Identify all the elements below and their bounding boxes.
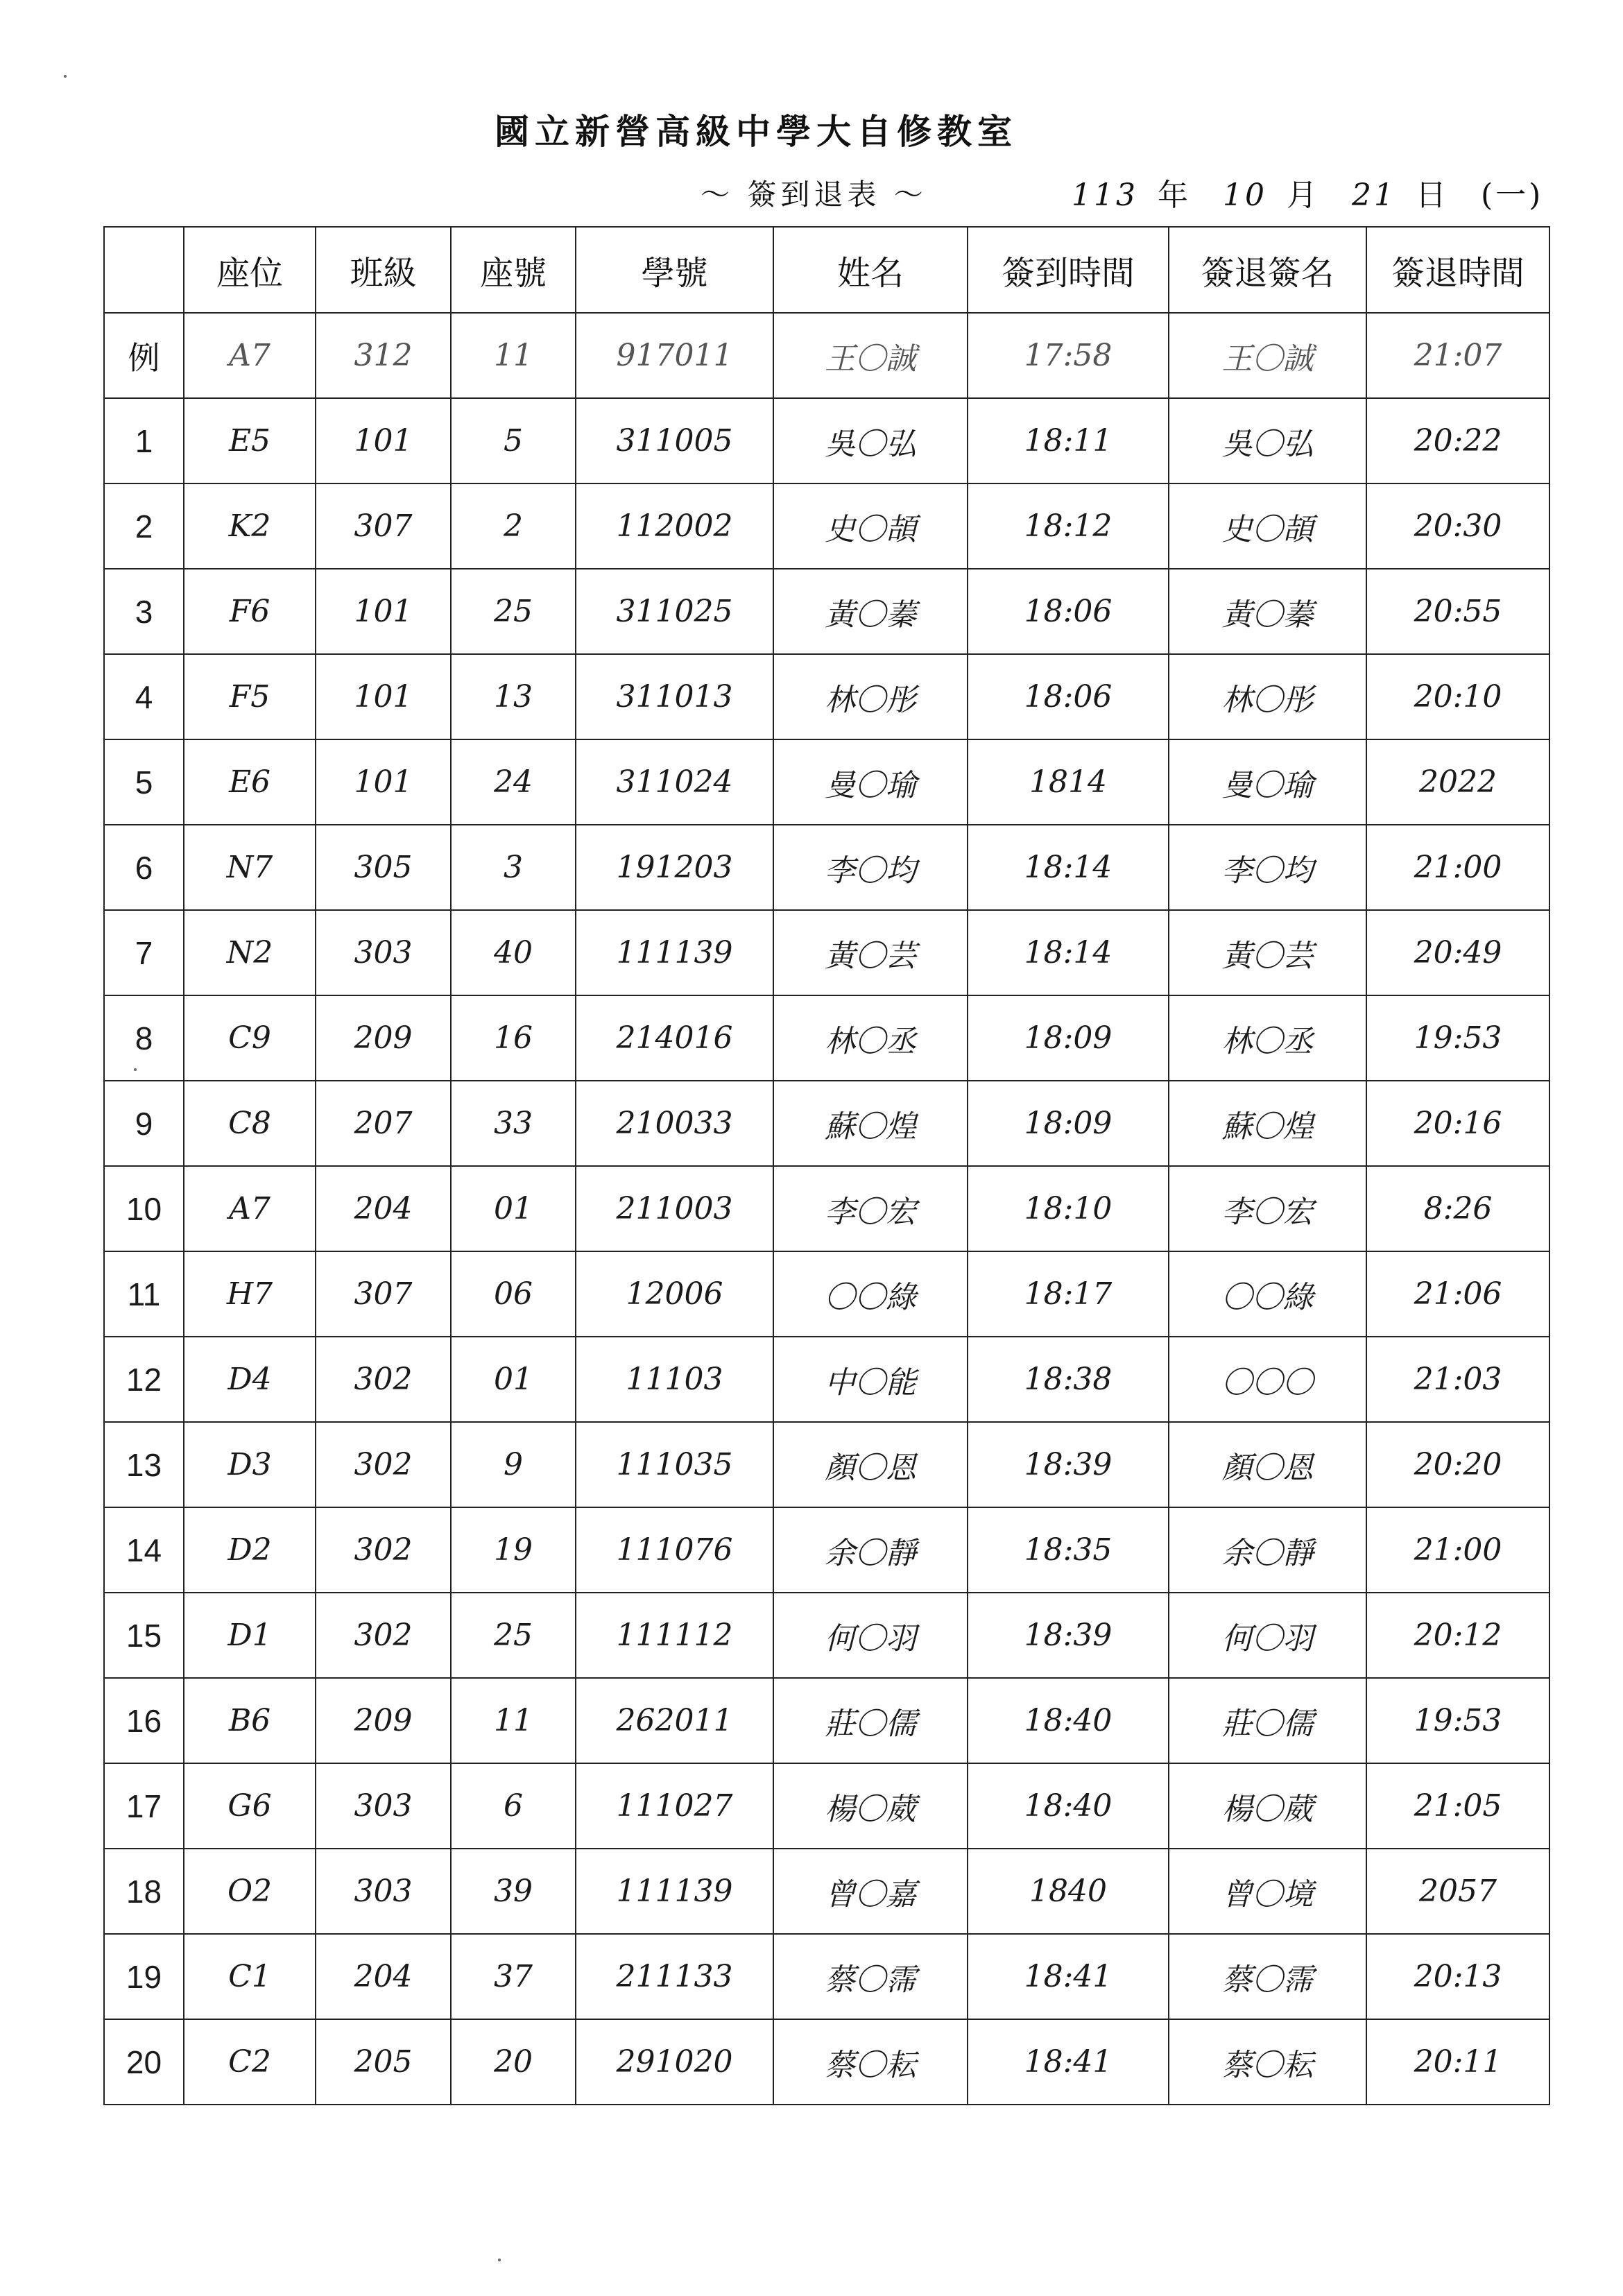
table-row [104, 995, 1549, 1081]
sign-in-time-cell: 18:14 [968, 910, 1169, 995]
sign-in-time-cell: 17:58 [968, 313, 1169, 398]
row-index-cell: 13 [104, 1422, 184, 1507]
seat-cell: E5 [184, 398, 316, 483]
table-row [104, 1337, 1549, 1422]
student-name-cell: 王〇誠 [773, 313, 968, 398]
seat-cell: D2 [184, 1507, 316, 1593]
student-name-cell: 余〇靜 [773, 1507, 968, 1593]
sign-out-signature-cell: 曼〇瑜 [1169, 739, 1366, 825]
seat-number-cell: 20 [451, 2019, 576, 2105]
table-row [104, 1081, 1549, 1166]
seat-cell: D1 [184, 1593, 316, 1678]
date-line [1072, 170, 1563, 214]
row-index-cell: 7 [104, 910, 184, 995]
class-cell: 207 [316, 1081, 451, 1166]
sign-in-time-cell: 18:11 [968, 398, 1169, 483]
seat-cell: K2 [184, 483, 316, 569]
seat-cell: E6 [184, 739, 316, 825]
sign-out-signature-cell: 莊〇儒 [1169, 1678, 1366, 1763]
column-header-class: 班級 [316, 227, 451, 313]
student-name-cell: 顏〇恩 [773, 1422, 968, 1507]
student-name-cell: 〇〇綠 [773, 1251, 968, 1337]
seat-number-cell: 16 [451, 995, 576, 1081]
row-index-cell: 17 [104, 1763, 184, 1849]
sign-out-signature-cell: 李〇宏 [1169, 1166, 1366, 1251]
sign-out-signature-cell: 吳〇弘 [1169, 398, 1366, 483]
table-row [104, 569, 1549, 654]
row-index-cell: 19 [104, 1934, 184, 2019]
table-row [104, 1763, 1549, 1849]
sign-in-time-cell: 18:06 [968, 569, 1169, 654]
class-cell: 302 [316, 1593, 451, 1678]
seat-number-cell: 01 [451, 1166, 576, 1251]
sign-in-time-cell: 18:41 [968, 2019, 1169, 2105]
table-row [104, 1593, 1549, 1678]
class-cell: 303 [316, 1849, 451, 1934]
student-name-cell: 曼〇瑜 [773, 739, 968, 825]
row-index-cell: 例 [104, 313, 184, 398]
student-name-cell: 蔡〇霈 [773, 1934, 968, 2019]
sign-in-time-cell: 18:39 [968, 1422, 1169, 1507]
row-index-cell: 12 [104, 1337, 184, 1422]
seat-number-cell: 3 [451, 825, 576, 910]
table-body [104, 313, 1549, 2105]
sign-out-time-cell: 20:55 [1366, 569, 1549, 654]
seat-cell: F6 [184, 569, 316, 654]
student-name-cell: 李〇均 [773, 825, 968, 910]
row-index-cell: 18 [104, 1849, 184, 1934]
student-name-cell: 林〇丞 [773, 995, 968, 1081]
seat-cell: C2 [184, 2019, 316, 2105]
column-header-seat-number: 座號 [451, 227, 576, 313]
class-cell: 101 [316, 398, 451, 483]
sign-out-time-cell: 21:05 [1366, 1763, 1549, 1849]
date-year: 113 [1072, 178, 1138, 213]
table-row [104, 1678, 1549, 1763]
column-header-sign-in-time: 簽到時間 [968, 227, 1169, 313]
student-id-cell: 11103 [576, 1337, 773, 1422]
column-header-name: 姓名 [773, 227, 968, 313]
sign-out-signature-cell: 林〇彤 [1169, 654, 1366, 739]
row-index-cell: 14 [104, 1507, 184, 1593]
seat-number-cell: 2 [451, 483, 576, 569]
sign-out-time-cell: 20:16 [1366, 1081, 1549, 1166]
class-cell: 209 [316, 1678, 451, 1763]
date-day: 21 [1351, 178, 1396, 213]
row-index-cell: 10 [104, 1166, 184, 1251]
seat-number-cell: 11 [451, 1678, 576, 1763]
sign-out-time-cell: 2057 [1366, 1849, 1549, 1934]
seat-number-cell: 40 [451, 910, 576, 995]
student-id-cell: 111076 [576, 1507, 773, 1593]
sign-in-time-cell: 1814 [968, 739, 1169, 825]
student-name-cell: 曾〇嘉 [773, 1849, 968, 1934]
sign-out-time-cell: 2022 [1366, 739, 1549, 825]
sign-out-signature-cell: 蔡〇耘 [1169, 2019, 1366, 2105]
class-cell: 209 [316, 995, 451, 1081]
table-row [104, 398, 1549, 483]
document-subtitle: ～ 簽到退表 ～ [701, 178, 927, 212]
row-index-cell: 5 [104, 739, 184, 825]
sign-in-time-cell: 18:06 [968, 654, 1169, 739]
sign-in-table [103, 226, 1550, 2105]
student-id-cell: 917011 [576, 313, 773, 398]
sign-out-signature-cell: 余〇靜 [1169, 1507, 1366, 1593]
column-header-sign-out-time: 簽退時間 [1366, 227, 1549, 313]
seat-number-cell: 11 [451, 313, 576, 398]
student-id-cell: 12006 [576, 1251, 773, 1337]
scan-speck [134, 1068, 137, 1071]
seat-number-cell: 25 [451, 569, 576, 654]
seat-number-cell: 39 [451, 1849, 576, 1934]
student-id-cell: 311005 [576, 398, 773, 483]
sign-in-time-cell: 18:40 [968, 1763, 1169, 1849]
sign-out-signature-cell: 李〇均 [1169, 825, 1366, 910]
student-id-cell: 211003 [576, 1166, 773, 1251]
class-cell: 307 [316, 1251, 451, 1337]
sign-out-signature-cell: 何〇羽 [1169, 1593, 1366, 1678]
class-cell: 312 [316, 313, 451, 398]
date-year-unit: 年 [1157, 178, 1191, 213]
table-row [104, 1849, 1549, 1934]
sign-out-signature-cell: 〇〇〇 [1169, 1337, 1366, 1422]
row-index-cell: 2 [104, 483, 184, 569]
sign-out-signature-cell: 〇〇綠 [1169, 1251, 1366, 1337]
student-name-cell: 李〇宏 [773, 1166, 968, 1251]
student-id-cell: 112002 [576, 483, 773, 569]
table-row [104, 1422, 1549, 1507]
seat-number-cell: 33 [451, 1081, 576, 1166]
sign-out-time-cell: 20:13 [1366, 1934, 1549, 2019]
sign-out-time-cell: 21:07 [1366, 313, 1549, 398]
date-month-unit: 月 [1286, 178, 1320, 213]
seat-number-cell: 37 [451, 1934, 576, 2019]
student-name-cell: 莊〇儒 [773, 1678, 968, 1763]
sign-out-time-cell: 21:00 [1366, 825, 1549, 910]
student-id-cell: 111035 [576, 1422, 773, 1507]
sign-out-time-cell: 20:10 [1366, 654, 1549, 739]
date-day-unit: 日 [1415, 178, 1449, 213]
column-header-sign-out-signature: 簽退簽名 [1169, 227, 1366, 313]
date-month: 10 [1222, 178, 1267, 213]
student-id-cell: 210033 [576, 1081, 773, 1166]
table-row [104, 483, 1549, 569]
table-row [104, 825, 1549, 910]
table-row [104, 1934, 1549, 2019]
sign-out-signature-cell: 史〇頡 [1169, 483, 1366, 569]
class-cell: 101 [316, 569, 451, 654]
student-id-cell: 191203 [576, 825, 773, 910]
class-cell: 305 [316, 825, 451, 910]
sign-in-time-cell: 18:40 [968, 1678, 1169, 1763]
seat-cell: C9 [184, 995, 316, 1081]
sign-in-time-cell: 18:17 [968, 1251, 1169, 1337]
sign-out-signature-cell: 蔡〇霈 [1169, 1934, 1366, 2019]
row-index-cell: 20 [104, 2019, 184, 2105]
seat-cell: D4 [184, 1337, 316, 1422]
sign-out-signature-cell: 黃〇芸 [1169, 910, 1366, 995]
class-cell: 204 [316, 1934, 451, 2019]
sign-out-time-cell: 19:53 [1366, 1678, 1549, 1763]
sign-out-time-cell: 8:26 [1366, 1166, 1549, 1251]
row-index-cell: 9 [104, 1081, 184, 1166]
seat-cell: A7 [184, 313, 316, 398]
seat-cell: D3 [184, 1422, 316, 1507]
student-name-cell: 何〇羽 [773, 1593, 968, 1678]
sign-in-time-cell: 18:38 [968, 1337, 1169, 1422]
class-cell: 101 [316, 654, 451, 739]
table-row [104, 654, 1549, 739]
seat-number-cell: 19 [451, 1507, 576, 1593]
seat-number-cell: 01 [451, 1337, 576, 1422]
row-index-cell: 11 [104, 1251, 184, 1337]
student-id-cell: 214016 [576, 995, 773, 1081]
table-header-row [104, 227, 1549, 313]
sign-out-time-cell: 20:20 [1366, 1422, 1549, 1507]
student-id-cell: 311025 [576, 569, 773, 654]
row-index-cell: 1 [104, 398, 184, 483]
row-index-cell: 8 [104, 995, 184, 1081]
seat-number-cell: 6 [451, 1763, 576, 1849]
student-id-cell: 111139 [576, 910, 773, 995]
table-row [104, 1507, 1549, 1593]
class-cell: 205 [316, 2019, 451, 2105]
sign-in-time-cell: 18:41 [968, 1934, 1169, 2019]
sign-out-time-cell: 20:30 [1366, 483, 1549, 569]
sign-out-signature-cell: 曾〇境 [1169, 1849, 1366, 1934]
scan-speck [64, 75, 67, 78]
sign-in-time-cell: 18:35 [968, 1507, 1169, 1593]
sign-in-time-cell: 18:14 [968, 825, 1169, 910]
column-header-seat: 座位 [184, 227, 316, 313]
row-index-cell: 4 [104, 654, 184, 739]
example-row [104, 313, 1549, 398]
table-row [104, 910, 1549, 995]
sign-in-time-cell: 18:39 [968, 1593, 1169, 1678]
sign-out-signature-cell: 蘇〇煌 [1169, 1081, 1366, 1166]
class-cell: 307 [316, 483, 451, 569]
sign-out-time-cell: 21:03 [1366, 1337, 1549, 1422]
class-cell: 204 [316, 1166, 451, 1251]
sign-out-time-cell: 20:12 [1366, 1593, 1549, 1678]
sign-out-signature-cell: 王〇誠 [1169, 313, 1366, 398]
table-row [104, 1251, 1549, 1337]
table-row [104, 1166, 1549, 1251]
student-name-cell: 黃〇蓁 [773, 569, 968, 654]
seat-cell: H7 [184, 1251, 316, 1337]
row-index-cell: 6 [104, 825, 184, 910]
student-name-cell: 黃〇芸 [773, 910, 968, 995]
seat-cell: O2 [184, 1849, 316, 1934]
class-cell: 302 [316, 1507, 451, 1593]
sign-in-time-cell: 18:12 [968, 483, 1169, 569]
table-row [104, 739, 1549, 825]
student-id-cell: 311013 [576, 654, 773, 739]
sign-out-time-cell: 20:49 [1366, 910, 1549, 995]
student-id-cell: 311024 [576, 739, 773, 825]
student-name-cell: 史〇頡 [773, 483, 968, 569]
row-index-cell: 16 [104, 1678, 184, 1763]
seat-cell: N2 [184, 910, 316, 995]
seat-cell: N7 [184, 825, 316, 910]
column-header-student-id: 學號 [576, 227, 773, 313]
sign-out-signature-cell: 顏〇恩 [1169, 1422, 1366, 1507]
sign-in-time-cell: 18:09 [968, 995, 1169, 1081]
sign-out-time-cell: 21:00 [1366, 1507, 1549, 1593]
sign-in-time-cell: 18:10 [968, 1166, 1169, 1251]
seat-cell: F5 [184, 654, 316, 739]
sign-out-signature-cell: 楊〇葳 [1169, 1763, 1366, 1849]
date-weekday: (一) [1480, 178, 1544, 213]
student-id-cell: 111139 [576, 1849, 773, 1934]
seat-number-cell: 5 [451, 398, 576, 483]
document-title: 國立新營高級中學大自修教室 [495, 111, 1017, 152]
seat-number-cell: 9 [451, 1422, 576, 1507]
seat-number-cell: 24 [451, 739, 576, 825]
student-name-cell: 林〇彤 [773, 654, 968, 739]
student-id-cell: 111112 [576, 1593, 773, 1678]
sign-out-signature-cell: 林〇丞 [1169, 995, 1366, 1081]
seat-cell: C1 [184, 1934, 316, 2019]
seat-number-cell: 25 [451, 1593, 576, 1678]
class-cell: 302 [316, 1422, 451, 1507]
student-id-cell: 291020 [576, 2019, 773, 2105]
student-name-cell: 中〇能 [773, 1337, 968, 1422]
sign-out-time-cell: 20:11 [1366, 2019, 1549, 2105]
seat-number-cell: 06 [451, 1251, 576, 1337]
student-name-cell: 蔡〇耘 [773, 2019, 968, 2105]
scan-speck [498, 2259, 501, 2261]
sign-out-signature-cell: 黃〇蓁 [1169, 569, 1366, 654]
sign-out-time-cell: 21:06 [1366, 1251, 1549, 1337]
student-name-cell: 蘇〇煌 [773, 1081, 968, 1166]
sign-out-time-cell: 20:22 [1366, 398, 1549, 483]
sign-in-time-cell: 18:09 [968, 1081, 1169, 1166]
student-id-cell: 111027 [576, 1763, 773, 1849]
seat-number-cell: 13 [451, 654, 576, 739]
class-cell: 303 [316, 910, 451, 995]
row-index-cell: 15 [104, 1593, 184, 1678]
student-id-cell: 262011 [576, 1678, 773, 1763]
seat-cell: C8 [184, 1081, 316, 1166]
sign-in-time-cell: 1840 [968, 1849, 1169, 1934]
class-cell: 303 [316, 1763, 451, 1849]
seat-cell: B6 [184, 1678, 316, 1763]
seat-cell: A7 [184, 1166, 316, 1251]
column-header-index [104, 227, 184, 313]
table-row [104, 2019, 1549, 2105]
student-name-cell: 楊〇葳 [773, 1763, 968, 1849]
class-cell: 101 [316, 739, 451, 825]
class-cell: 302 [316, 1337, 451, 1422]
student-id-cell: 211133 [576, 1934, 773, 2019]
row-index-cell: 3 [104, 569, 184, 654]
student-name-cell: 吳〇弘 [773, 398, 968, 483]
sign-out-time-cell: 19:53 [1366, 995, 1549, 1081]
seat-cell: G6 [184, 1763, 316, 1849]
